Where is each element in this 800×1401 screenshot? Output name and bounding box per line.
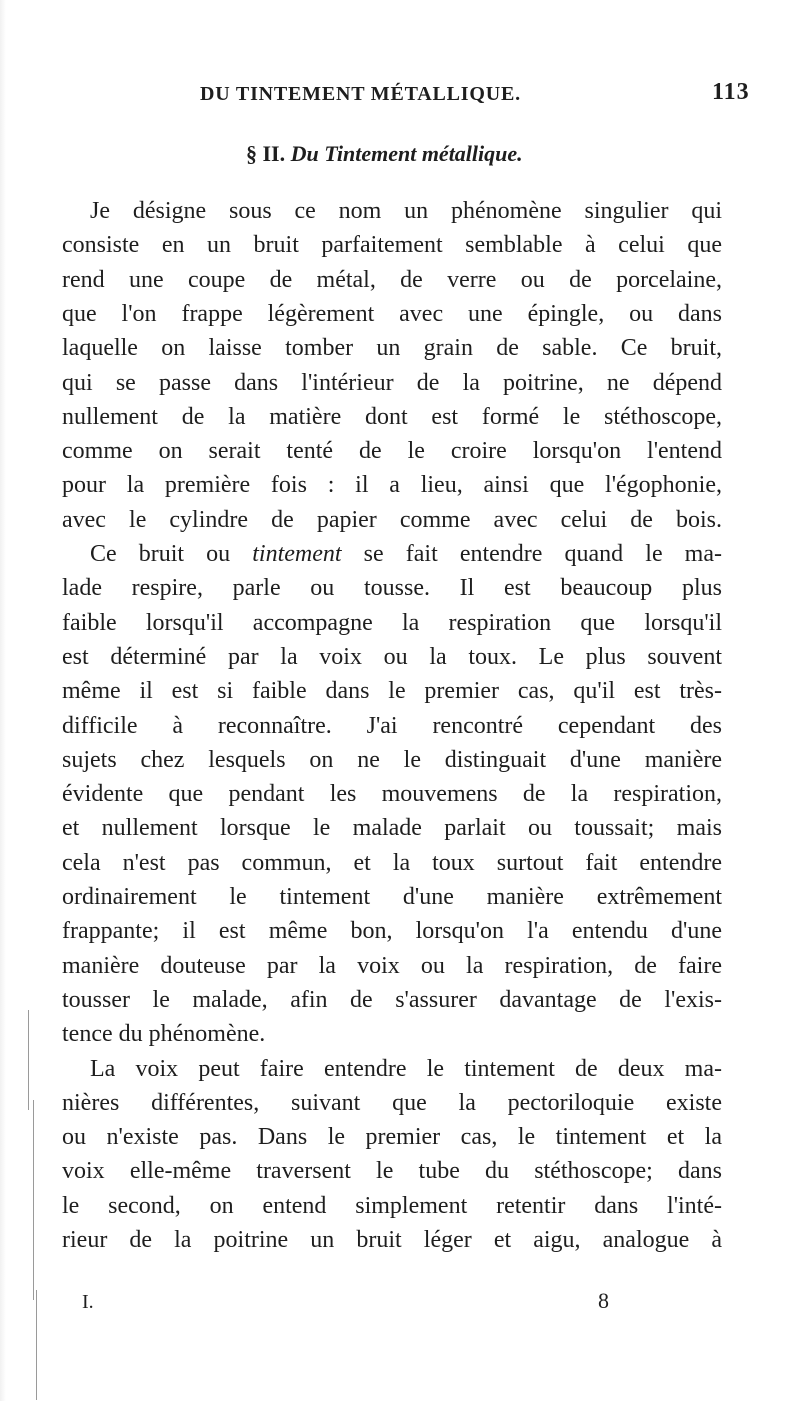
text-line: évidente que pendant les mouvemens de la respiration, [62, 781, 722, 808]
section-heading [246, 141, 523, 167]
text-line: cela n'est pas commun, et la toux surtout fait entendre [62, 849, 722, 876]
text-line [90, 537, 722, 571]
text-line: même il est si faible dans le premier cas, qu'il est très- [62, 678, 722, 705]
text-line: ou n'existe pas. Dans le premier cas, le tintement et la [62, 1124, 722, 1151]
text-line: lade respire, parle ou tousse. Il est beaucoup plus [62, 575, 722, 602]
signature-mark: I. [82, 1291, 94, 1313]
text-line: voix elle-même traversent le tube du stéthoscope; dans [62, 1158, 722, 1185]
text-line: qui se passe dans l'intérieur de la poitrine, ne dépend [62, 369, 722, 396]
text-line: tence du phénomène. [62, 1021, 266, 1048]
text-line: le second, on entend simplement retentir dans l'inté- [62, 1192, 722, 1219]
text-line: tousser le malade, afin de s'assurer davantage de l'exis- [62, 986, 722, 1013]
text-line: consiste en un bruit parfaitement semblable à celui que [62, 232, 722, 259]
text-segment: Ce bruit ou [90, 541, 253, 567]
scan-artifact-line [33, 1100, 34, 1300]
text-line: pour la première fois : il a lieu, ainsi que l'égophonie, [62, 472, 722, 499]
text-line: ordinairement le tintement d'une manière extrêmement [62, 884, 722, 910]
text-line: sujets chez lesquels on ne le distinguait d'une manière [62, 746, 722, 773]
italic-term: tintement [252, 541, 342, 567]
text-line: Je désigne sous ce nom un phénomène singulier qui [90, 198, 722, 224]
text-line: laquelle on laisse tomber un grain de sable. Ce bruit, [62, 335, 722, 362]
text-line: nullement de la matière dont est formé le stéthoscope, [62, 403, 722, 430]
text-line: avec le cylindre de papier comme avec celui de bois. [62, 506, 722, 533]
text-line: rend une coupe de métal, de verre ou de porcelaine, [62, 266, 722, 293]
text-line: frappante; il est même bon, lorsqu'on l'a entendu d'une [62, 918, 722, 945]
text-line: que l'on frappe légèrement avec une épingle, ou dans [62, 300, 722, 327]
text-line: est déterminé par la voix ou la toux. Le plus souvent [62, 643, 722, 670]
text-segment: se fait entendre quand le ma- [341, 541, 722, 567]
text-line: et nullement lorsque le malade parlait ou toussait; mais [62, 815, 722, 842]
section-title: Du Tintement métallique. [290, 141, 523, 166]
page-number: 113 [712, 79, 750, 105]
scan-artifact-line [36, 1290, 37, 1400]
running-head: DU TINTEMENT MÉTALLIQUE. [200, 83, 521, 105]
text-line: faible lorsqu'il accompagne la respiration que lorsqu'il [62, 609, 722, 636]
scan-edge [0, 0, 6, 1401]
text-line: rieur de la poitrine un bruit léger et aigu, analogue à [62, 1227, 722, 1253]
text-line: nières différentes, suivant que la pectoriloquie existe [62, 1089, 722, 1116]
text-line: comme on serait tenté de le croire lorsqu'on l'entend [62, 438, 722, 465]
scan-artifact-line [28, 1010, 29, 1110]
section-number: § II. [246, 141, 286, 166]
sheet-number: 8 [598, 1288, 609, 1313]
text-line: difficile à reconnaître. J'ai rencontré cependant des [62, 712, 722, 739]
text-line: La voix peut faire entendre le tintement de deux ma- [90, 1055, 722, 1082]
text-line: manière douteuse par la voix ou la respiration, de faire [62, 952, 722, 979]
